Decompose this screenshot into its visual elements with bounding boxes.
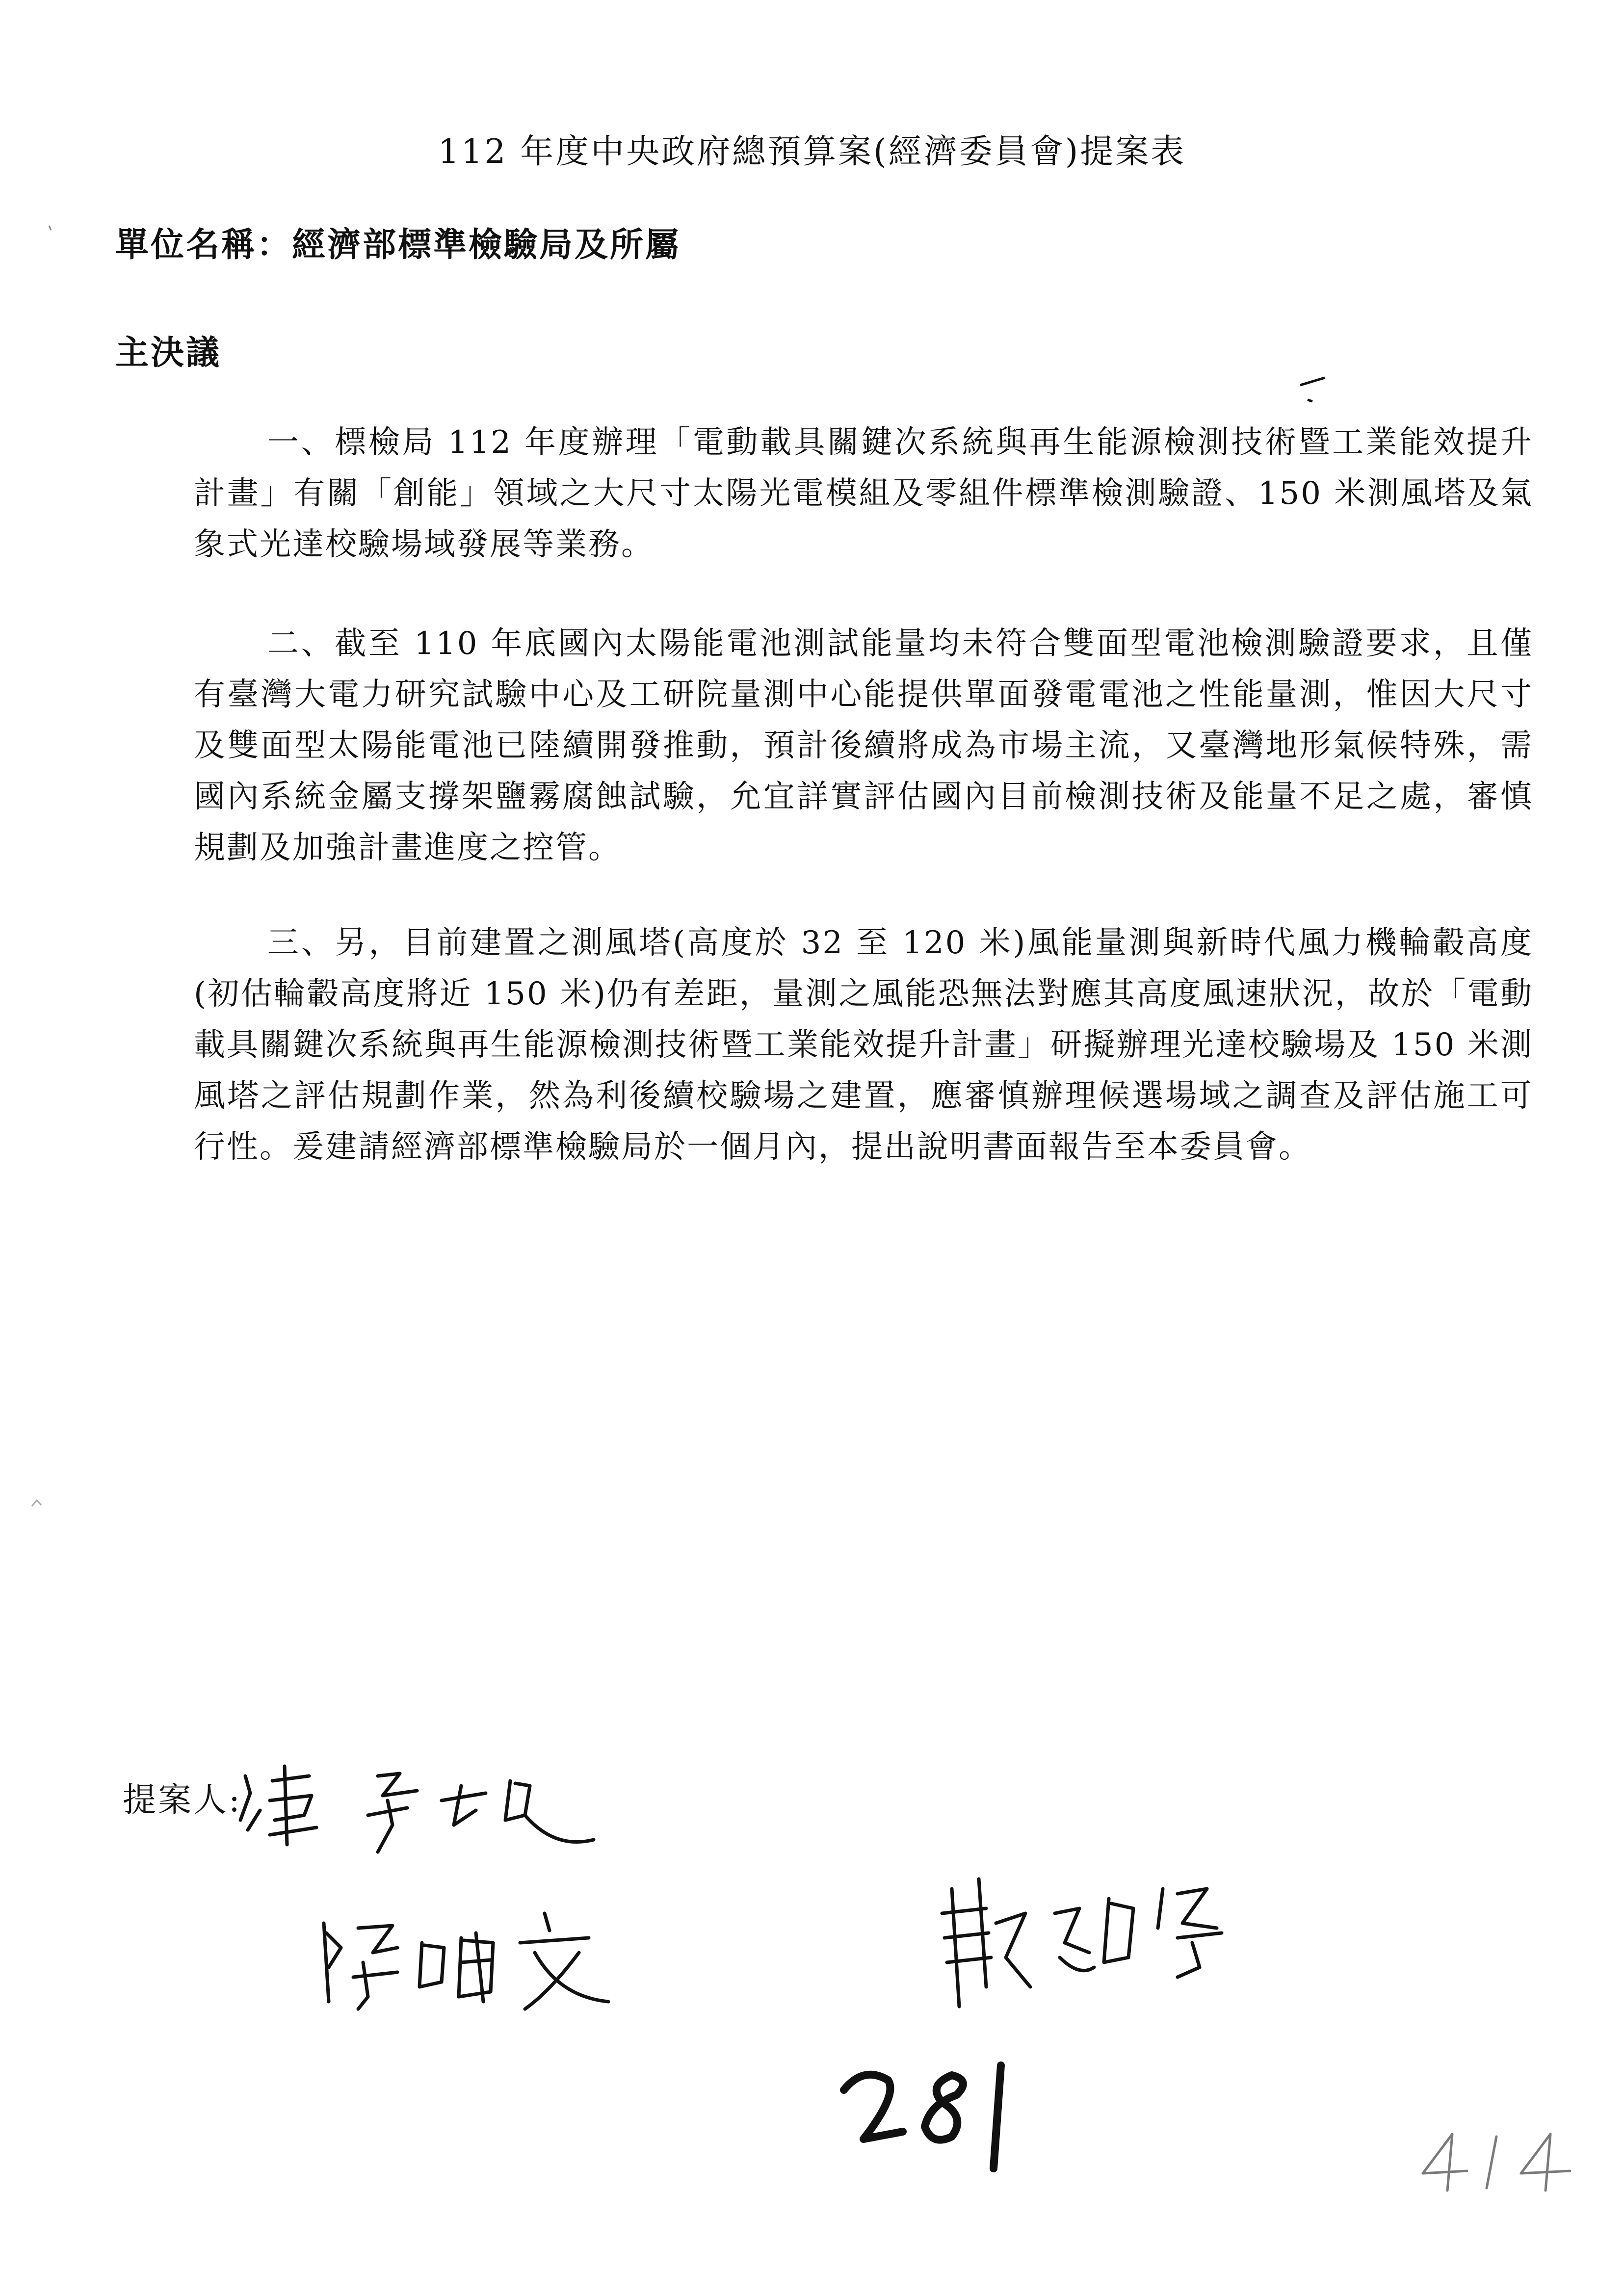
scan-speck: [47, 223, 56, 233]
document-title: 112 年度中央政府總預算案(經濟委員會)提案表: [438, 132, 1186, 171]
unit-name-line: 單位名稱：經濟部標準檢驗局及所屬: [115, 225, 681, 264]
signature-chen-ting-fei: [231, 1747, 603, 1859]
main-resolution-heading: 主決議: [115, 333, 222, 372]
resolution-paragraph-3: 三、另，目前建置之測風塔(高度於 32 至 120 米)風能量測與新時代風力機輪轂高度(初估輪轂高度將近 150 米)仍有差距，量測之風能恐無法對應其高度風速狀況，故於「電動載具關鍵次系統與再生能源檢測技術暨工業能效提升計畫」研擬辦理光達校驗場及 150 米測風塔之評估規劃作業，然為利後續校驗場之建置，應審慎辦理候選場域之調查及評估施工可行性。爰建請經濟部標準檢驗局於一個月內，提出說明書面報告至本委員會。: [194, 925, 1533, 1165]
pencil-page-number: [1413, 2124, 1580, 2193]
signature-chen-ming-wen: [314, 1904, 618, 2021]
handwritten-page-number: [834, 2046, 1040, 2178]
resolution-paragraph-2: 二、截至 110 年底國內太陽能電池測試能量均未符合雙面型電池檢測驗證要求，且僅有臺灣大電力研究試驗中心及工研院量測中心能提供單面發電電池之性能量測，惟因大尺寸及雙面型太陽能電池已陸續開發推動，預計後續將成為市場主流，又臺灣地形氣候特殊，需國內系統金屬支撐架鹽霧腐蝕試驗，允宜詳實評估國內目前檢測技術及能量不足之處，審慎規劃及加強計畫進度之控管。: [194, 626, 1533, 866]
proposer-label: 提案人:: [123, 1781, 242, 1820]
signature-lai-rui-long: [932, 1859, 1236, 2016]
scan-speck: [29, 1496, 44, 1511]
resolution-paragraph-1: 一、標檢局 112 年度辦理「電動載具關鍵次系統與再生能源檢測技術暨工業能效提升計畫」有關「創能」領域之大尺寸太陽光電模組及零組件標準檢測驗證、150 米測風塔及氣象式光達校驗場域發展等業務。: [194, 424, 1533, 563]
scan-speck: [1295, 373, 1330, 407]
